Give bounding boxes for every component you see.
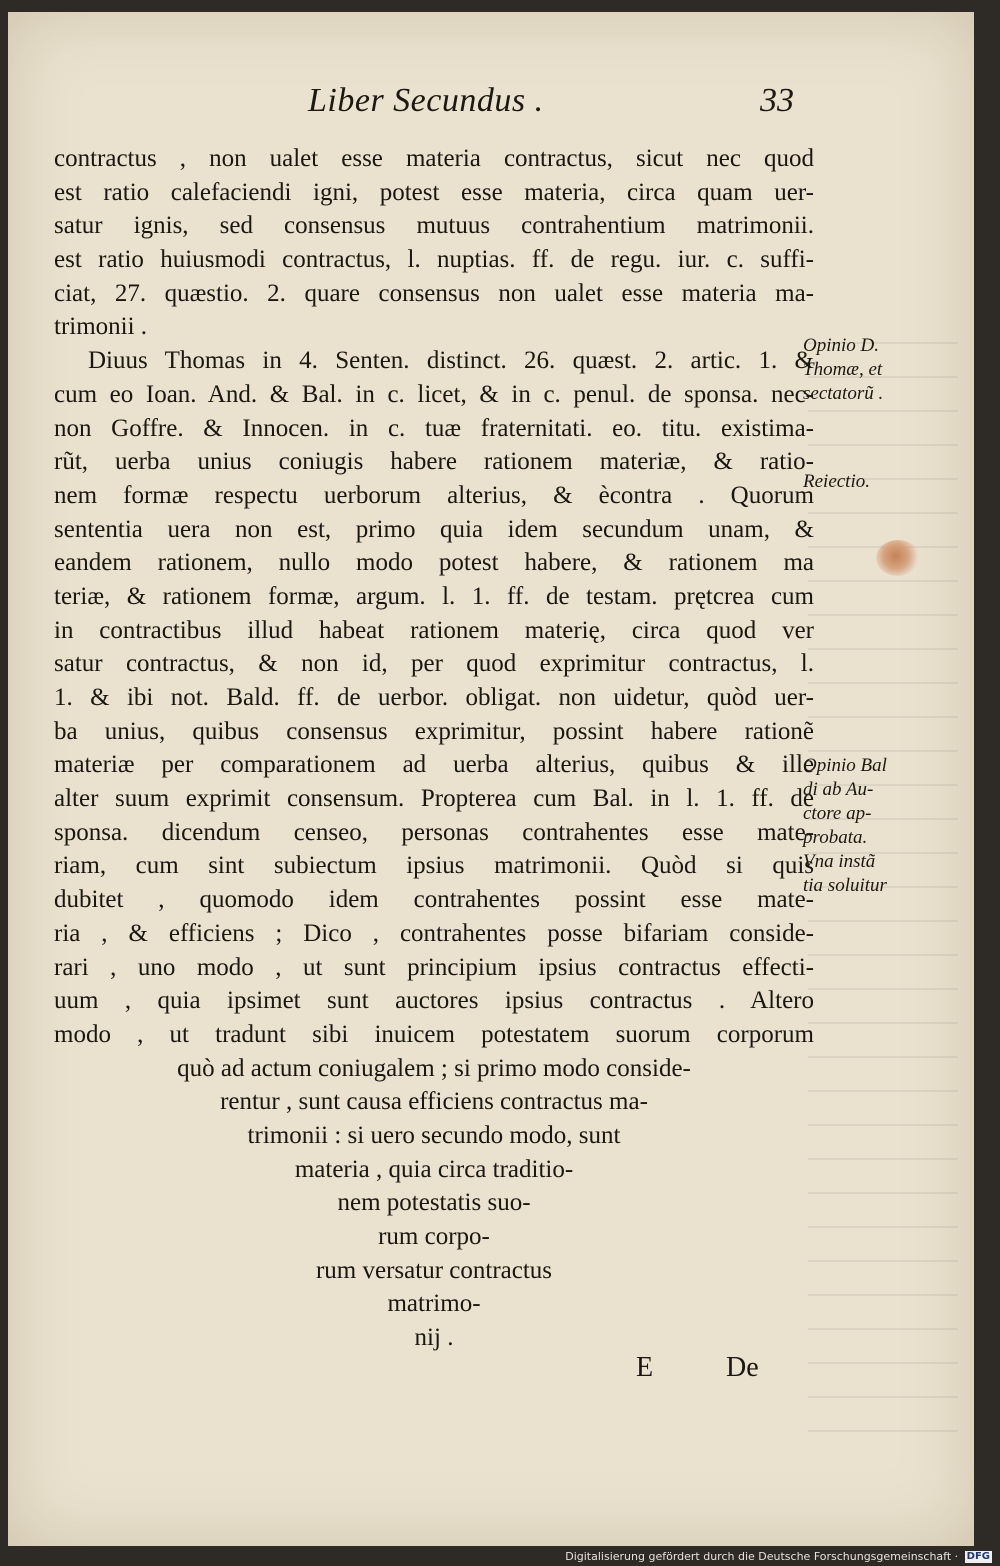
book-page: [8, 12, 974, 1546]
margin-note-line: Opinio D.: [803, 335, 879, 356]
text-line: contractus , non ualet esse materia contractus, sicut nec quod: [54, 145, 814, 172]
text-line: modo , ut tradunt sibi inuicem potestatem suorum corporum: [54, 1020, 814, 1048]
text-line: 1. & ibi not. Bald. ff. de uerbor. obligat. non uidetur, quòd uer-: [54, 684, 814, 711]
page-number: 33: [760, 82, 794, 119]
tapered-text-line: rum versatur contractus: [315, 1256, 553, 1284]
text-line: rũt, uerba unius coniugis habere rationem materiæ, & ratio-: [54, 448, 814, 476]
paragraph-start-line: Diuus Thomas in 4. Senten. distinct. 26. quæst. 2. artic. 1. &: [88, 347, 814, 375]
tapered-text-line: nem potestatis suo-: [337, 1189, 531, 1217]
text-line: dubitet , quomodo idem contrahentes possint esse mate-: [54, 886, 814, 914]
margin-note-line: Opinio Bal: [803, 755, 887, 776]
text-line: rari , uno modo , ut sunt principium ipsius contractus effecti-: [54, 953, 814, 981]
marginal-notes: [8, 12, 974, 1546]
text-line: sponsa. dicendum censeo, personas contrahentes esse mate-: [54, 818, 814, 846]
dfg-logo-icon: DFG: [966, 1551, 990, 1562]
digitization-credit: [565, 1550, 992, 1563]
text-line: eandem rationem, nullo modo potest habere, & rationem ma: [54, 549, 814, 577]
text-line: ba unius, quibus consensus exprimitur, possint habere rationẽ: [54, 717, 814, 745]
text-line: alter suum exprimit consensum. Propterea cum Bal. in l. 1. ff. de: [54, 785, 814, 813]
page-footer: [8, 1352, 974, 1392]
text-line: nem formæ respectu uerborum alterius, & ècontra . Quorum: [54, 481, 814, 509]
margin-note-line: ctore ap-: [803, 803, 872, 824]
margin-note-reiectio: [803, 470, 870, 494]
text-line: non Goffre. & Innocen. in c. tuæ fraternitati. eo. titu. existima-: [54, 414, 814, 442]
tapered-text-line: rum corpo-: [378, 1223, 490, 1250]
text-line: uum , quia ipsimet sunt auctores ipsius contractus . Altero: [54, 987, 814, 1015]
margin-note-thomas: [803, 334, 883, 406]
text-line: teriæ, & rationem formæ, argum. l. 1. ff. de testam. prętcrea cum: [54, 582, 814, 610]
text-line: trimonii .: [54, 313, 148, 341]
credit-text: Digitalisierung gefördert durch die Deutsche Forschungsgemeinschaft ·: [565, 1550, 959, 1563]
text-line: ciat, 27. quæstio. 2. quare consensus non ualet esse materia ma-: [54, 279, 814, 307]
margin-note-line: sectatorũ .: [803, 383, 884, 404]
catchword: De: [726, 1352, 759, 1383]
margin-note-line: probata.: [803, 827, 868, 848]
text-line: satur ignis, sed consensus mutuus contrahentium matrimonii.: [54, 212, 814, 240]
tapered-text-line: matrimo-: [387, 1290, 481, 1318]
text-line: sententia uera non est, primo quia idem secundum unam, &: [54, 515, 814, 543]
margin-note-line: Thomæ, et: [803, 359, 883, 380]
text-line: materiæ per comparationem ad uerba alterius, quibus & ille: [54, 751, 814, 779]
signature-mark: E: [636, 1352, 654, 1383]
margin-note-baldi: [803, 754, 887, 898]
text-line: satur contractus, & non id, per quod exprimitur contractus, l.: [54, 650, 814, 678]
running-title: Liber Secundus .: [308, 82, 544, 119]
text-line: ria , & efficiens ; Dico , contrahentes posse bifariam conside-: [54, 919, 814, 947]
margin-note-line: tia soluitur: [803, 875, 887, 896]
tapered-text-line: trimonii : si uero secundo modo, sunt: [247, 1121, 621, 1149]
text-line: cum eo Ioan. And. & Bal. in c. licet, & in c. penul. de sponsa. nec-: [54, 380, 814, 408]
margin-note-line: Reiectio.: [803, 471, 870, 492]
margin-note-line: Vna instã: [803, 851, 876, 872]
tapered-text-line: materia , quia circa traditio-: [294, 1155, 574, 1183]
text-line: est ratio calefaciendi igni, potest esse materia, circa quam uer-: [54, 178, 814, 206]
tapered-text-line: rentur , sunt causa efficiens contractus ma-: [220, 1088, 648, 1116]
tapered-text-line: nij .: [414, 1324, 454, 1352]
text-line: riam, cum sint subiectum ipsius matrimonii. Quòd si quis: [54, 852, 814, 880]
text-line: in contractibus illud habeat rationem materię, circa quod ver: [54, 616, 814, 644]
text-line: est ratio huiusmodi contractus, l. nuptias. ff. de regu. iur. c. suffi-: [54, 246, 814, 274]
tapered-text-line: quò ad actum coniugalem ; si primo modo conside-: [177, 1054, 691, 1082]
margin-note-line: di ab Au-: [803, 779, 874, 800]
